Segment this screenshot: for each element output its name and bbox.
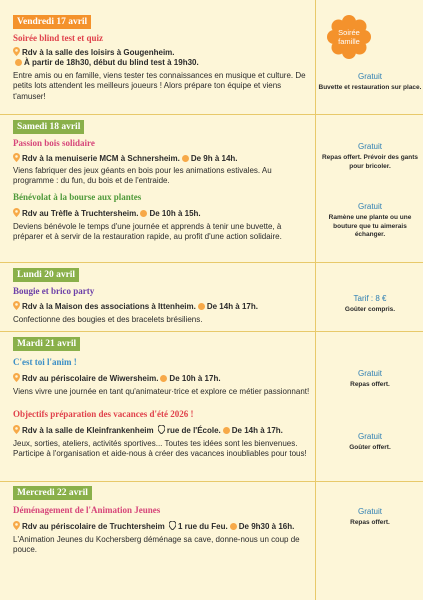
event-description: Viens vivre une journée en tant qu'animateur·trice et explore ce métier passionnant! [13, 387, 310, 396]
location-text: Rdv au périscolaire de Truchtersheim [22, 522, 165, 531]
event-note: Buvette et restauration sur place. [318, 84, 422, 91]
event-price: Gratuit [357, 72, 382, 81]
event-info [318, 72, 422, 93]
clock-icon [160, 375, 167, 382]
event-description: Jeux, sorties, ateliers, activités sportives... Toutes tes idées sont les bienvenues. Participe à l'organisation et aide-nous à créer des vacances inoubliables pour tous! [13, 439, 307, 459]
event-description: Confectionne des bougies et des bracelets brésiliens. [13, 315, 203, 324]
map-pin-icon [13, 47, 20, 56]
street-text: 1 rue du Feu. [177, 522, 228, 531]
section-divider [0, 262, 423, 263]
time-text: De 14h à 17h. [206, 302, 258, 311]
event-price: Tarif : 8 € [353, 294, 387, 303]
event-note: Ramène une plante ou une bouture que tu aimerais échanger. [328, 214, 412, 238]
event-title: Passion bois solidaire [13, 138, 95, 148]
event-title: Bougie et brico party [13, 286, 95, 296]
event-title: Bénévolat à la bourse aux plantes [13, 192, 142, 202]
event-price: Gratuit [357, 202, 382, 211]
event-location [13, 47, 175, 57]
event-title: C'est toi l'anim ! [13, 357, 77, 367]
badge-line1: Soirée [338, 28, 360, 37]
column-divider [315, 0, 316, 600]
map-pin-icon [13, 373, 20, 382]
day-header: Mercredi 22 avril [13, 486, 92, 500]
event-location [13, 301, 258, 311]
event-location [13, 153, 238, 163]
time-text: De 9h à 14h. [190, 154, 238, 163]
event-description: Entre amis ou en famille, viens tester tes connaissances en musique et culture. De petits lots attendent les meilleurs joueurs ! Alors prépare ton équipe et viens t'amuser! [13, 71, 306, 101]
time-text: De 10h à 15h. [149, 209, 201, 218]
clock-icon [140, 210, 147, 217]
map-pin-icon [13, 208, 20, 217]
map-pin-icon [169, 521, 176, 530]
event-location [13, 425, 283, 435]
day-header: Samedi 18 avril [13, 120, 84, 134]
time-text: De 10h à 17h. [169, 374, 221, 383]
event-description: Deviens bénévole le temps d'une journée et apprends à tenir une buvette, à préparer et à servir de la restauration rapide, au profit d'une action solidaire. [13, 222, 282, 242]
location-text: Rdv à la salle de Kleinfrankenheim [22, 426, 154, 435]
location-text: Rdv à la salle des loisirs à Gougenheim. [22, 48, 175, 57]
section-divider [0, 481, 423, 482]
day-header: Vendredi 17 avril [13, 15, 91, 29]
event-info [318, 294, 422, 315]
badge-line2: famille [338, 37, 360, 46]
event-price: Gratuit [357, 507, 382, 516]
clock-icon [230, 523, 237, 530]
event-info [318, 432, 422, 453]
location-text: Rdv au périscolaire de Wiwersheim. [22, 374, 159, 383]
event-price: Gratuit [357, 142, 382, 151]
time-text: De 14h à 17h. [231, 426, 283, 435]
event-location [13, 521, 294, 531]
event-title: Objectifs préparation des vacances d'été 2026 ! [13, 409, 194, 419]
event-info [318, 142, 422, 171]
event-title: Soirée blind test et quiz [13, 33, 103, 43]
map-pin-icon [13, 301, 20, 310]
day-header: Lundi 20 avril [13, 268, 79, 282]
event-location [13, 208, 201, 218]
event-title: Déménagement de l'Animation Jeunes [13, 505, 161, 515]
clock-icon [223, 427, 230, 434]
event-description: Viens fabriquer des jeux géants en bois pour les animations estivales. Au programme : du fun, du bois et de l'entraide. [13, 166, 272, 186]
clock-icon [15, 59, 22, 66]
location-text: Rdv à la Maison des associations à Ittenheim. [22, 302, 196, 311]
time-text: De 9h30 à 16h. [238, 522, 295, 531]
event-note: Goûter offert. [349, 444, 391, 451]
event-location [13, 373, 221, 383]
event-info [318, 369, 422, 390]
map-pin-icon [13, 153, 20, 162]
time-text: À partir de 18h30, début du blind test à 19h30. [24, 58, 199, 67]
event-price: Gratuit [357, 432, 382, 441]
event-note: Goûter compris. [344, 306, 396, 313]
event-description: L'Animation Jeunes du Kochersberg déménage sa cave, donne-nous un coup de pouce. [13, 535, 300, 555]
clock-icon [182, 155, 189, 162]
event-note: Repas offert. [350, 381, 390, 388]
location-text: Rdv au Trèfle à Truchtersheim. [22, 209, 139, 218]
map-pin-icon [13, 425, 20, 434]
event-note: Repas offert. Prévoir des gants pour bricoler. [321, 154, 419, 170]
event-price: Gratuit [357, 369, 382, 378]
map-pin-icon [158, 425, 165, 434]
day-header: Mardi 21 avril [13, 337, 80, 351]
street-text: rue de l'École. [166, 426, 221, 435]
location-text: Rdv à la menuiserie MCM à Schnersheim. [22, 154, 180, 163]
section-divider [0, 331, 423, 332]
soiree-famille-badge [326, 14, 372, 60]
event-time [13, 58, 199, 67]
event-info [318, 507, 422, 528]
section-divider [0, 114, 423, 115]
map-pin-icon [13, 521, 20, 530]
event-info [318, 202, 422, 240]
clock-icon [198, 303, 205, 310]
event-note: Repas offert. [350, 519, 390, 526]
